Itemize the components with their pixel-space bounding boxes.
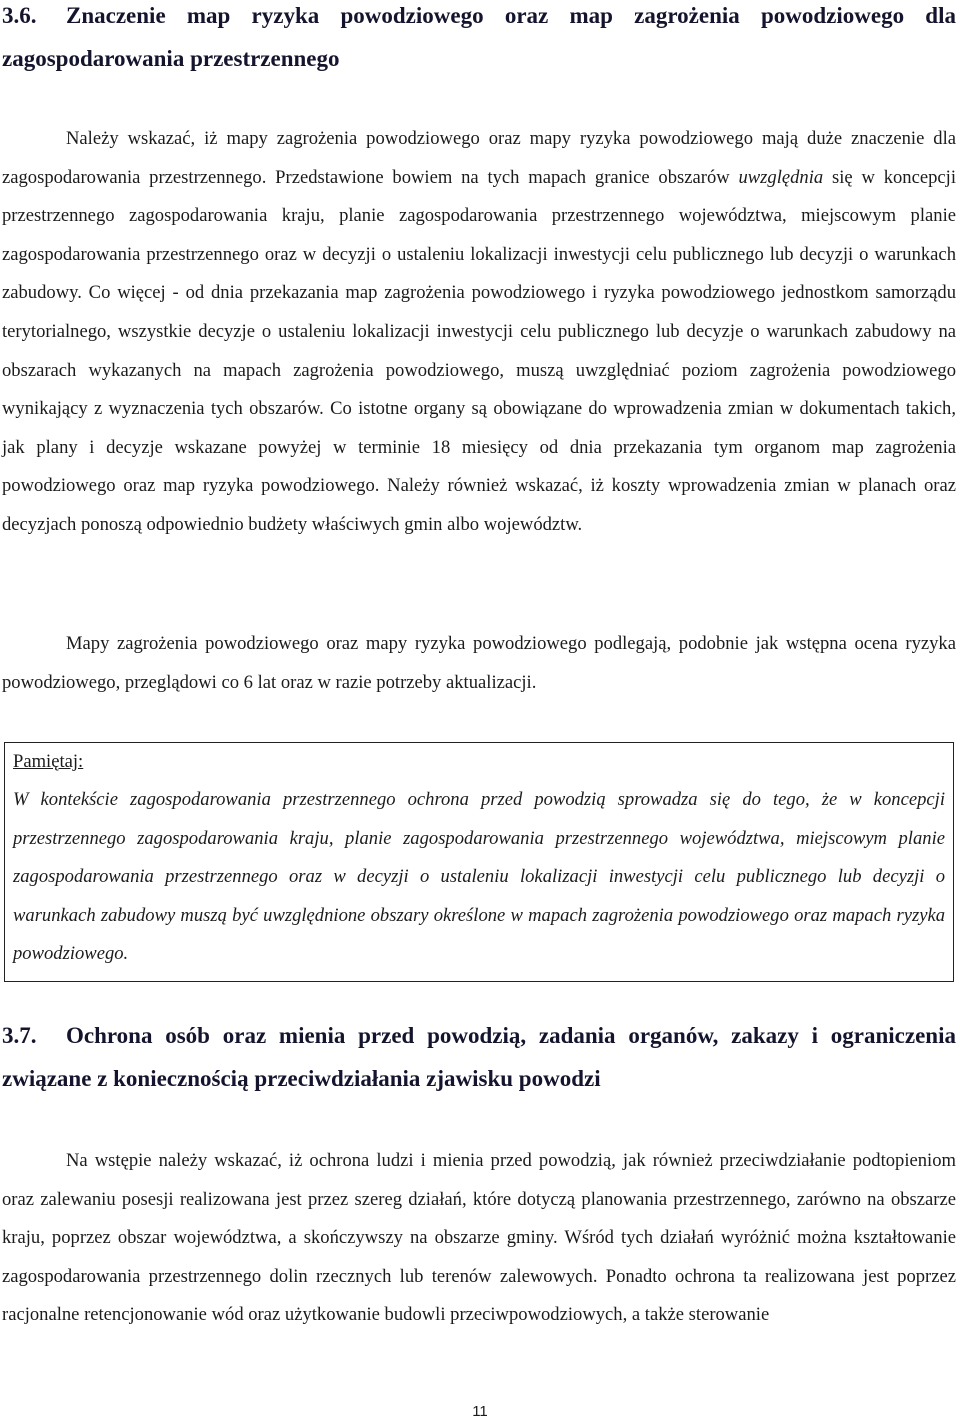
- note-text: W kontekście zagospodarowania przestrzennego ochrona przed powodzią sprowadza się do tego, że w koncepcji przestrzennego zagospodarowania kraju, planie zagospodarowania przestrzennego województwa, miejscowym planie zagospodarowania przestrzennego oraz w decyzji o ustaleniu lokalizacji inwestycji celu publicznego lub decyzji o warunkach zabudowy muszą być uwzględnione obszary określone w mapach zagrożenia powodziowego oraz mapach ryzyka powodziowego.: [13, 789, 945, 965]
- section-heading-3-7: [2, 1014, 956, 1100]
- paragraph-text: Na wstępie należy wskazać, iż ochrona ludzi i mienia przed powodzią, jak również przeciwdziałanie podtopieniom oraz zalewaniu posesji realizowana jest przez szereg działań, które dotyczą planowania przestrzennego, zarówno na obszarze kraju, poprzez obszar województwa, a skończywszy na obszarze gminy. Wśród tych działań wyróżnić można kształtowanie zagospodarowania przestrzennego dolin rzecznych lub terenów zalewowych. Ponadto ochrona ta realizowana jest poprzez racjonalne retencjonowanie wód oraz użytkowanie budowli przeciwpowodziowych, a także sterowanie: [2, 1150, 956, 1326]
- section-title: Ochrona osób oraz mienia przed powodzią, zadania organów, zakazy i ograniczenia związane z koniecznością przeciwdziałania zjawisku powodzi: [2, 1023, 956, 1091]
- paragraph-map-review: [2, 625, 956, 702]
- paragraph-map-significance: [2, 120, 956, 545]
- note-label: Pamiętaj:: [13, 751, 84, 772]
- paragraph-text-start: Należy wskazać, iż mapy zagrożenia powodziowego oraz mapy ryzyka powodziowego mają duże znaczenie dla zagospodarowania przestrzennego. Przedstawione bowiem na tych mapach granice obszarów: [2, 128, 956, 188]
- section-title: Znaczenie map ryzyka powodziowego oraz map zagrożenia powodziowego dla zagospodarowania przestrzennego: [2, 3, 956, 71]
- paragraph-flood-protection: [2, 1142, 956, 1335]
- section-number: 3.7.: [2, 1023, 37, 1048]
- section-heading-3-6: [2, 0, 956, 80]
- page-number: 11: [472, 1403, 488, 1420]
- paragraph-text-rest: się w koncepcji przestrzennego zagospodarowania kraju, planie zagospodarowania przestrzennego województwa, miejscowym planie zagospodarowania przestrzennego oraz w decyzji o ustaleniu lokalizacji inwestycji celu publicznego lub decyzji o warunkach zabudowy. Co więcej - od dnia przekazania map zagrożenia powodziowego i ryzyka powodziowego jednostkom samorządu terytorialnego, wszystkie decyzje o ustaleniu lokalizacji inwestycji celu publicznego lub decyzje o warunkach zabudowy na obszarach wykazanych na mapach zagrożenia powodziowego, muszą uwzględniać poziom zagrożenia powodziowego wynikający z wyznaczenia tych obszarów. Co istotne organy są obowiązane do wprowadzenia zmian w dokumentach takich, jak plany i decyzje wskazane powyżej w terminie 18 miesięcy od dnia przekazania tym organom map zagrożenia powodziowego oraz map ryzyka powodziowego. Należy również wskazać, iż koszty wprowadzenia zmian w planach oraz decyzjach ponoszą odpowiednio budżety właściwych gmin albo województw.: [2, 166, 956, 535]
- remember-note-box: [4, 742, 954, 982]
- section-number: 3.6.: [2, 3, 37, 28]
- emphasized-word: uwzględnia: [738, 166, 824, 188]
- paragraph-text: Mapy zagrożenia powodziowego oraz mapy ryzyka powodziowego podlegają, podobnie jak wstępna ocena ryzyka powodziowego, przeglądowi co 6 lat oraz w razie potrzeby aktualizacji.: [2, 633, 956, 693]
